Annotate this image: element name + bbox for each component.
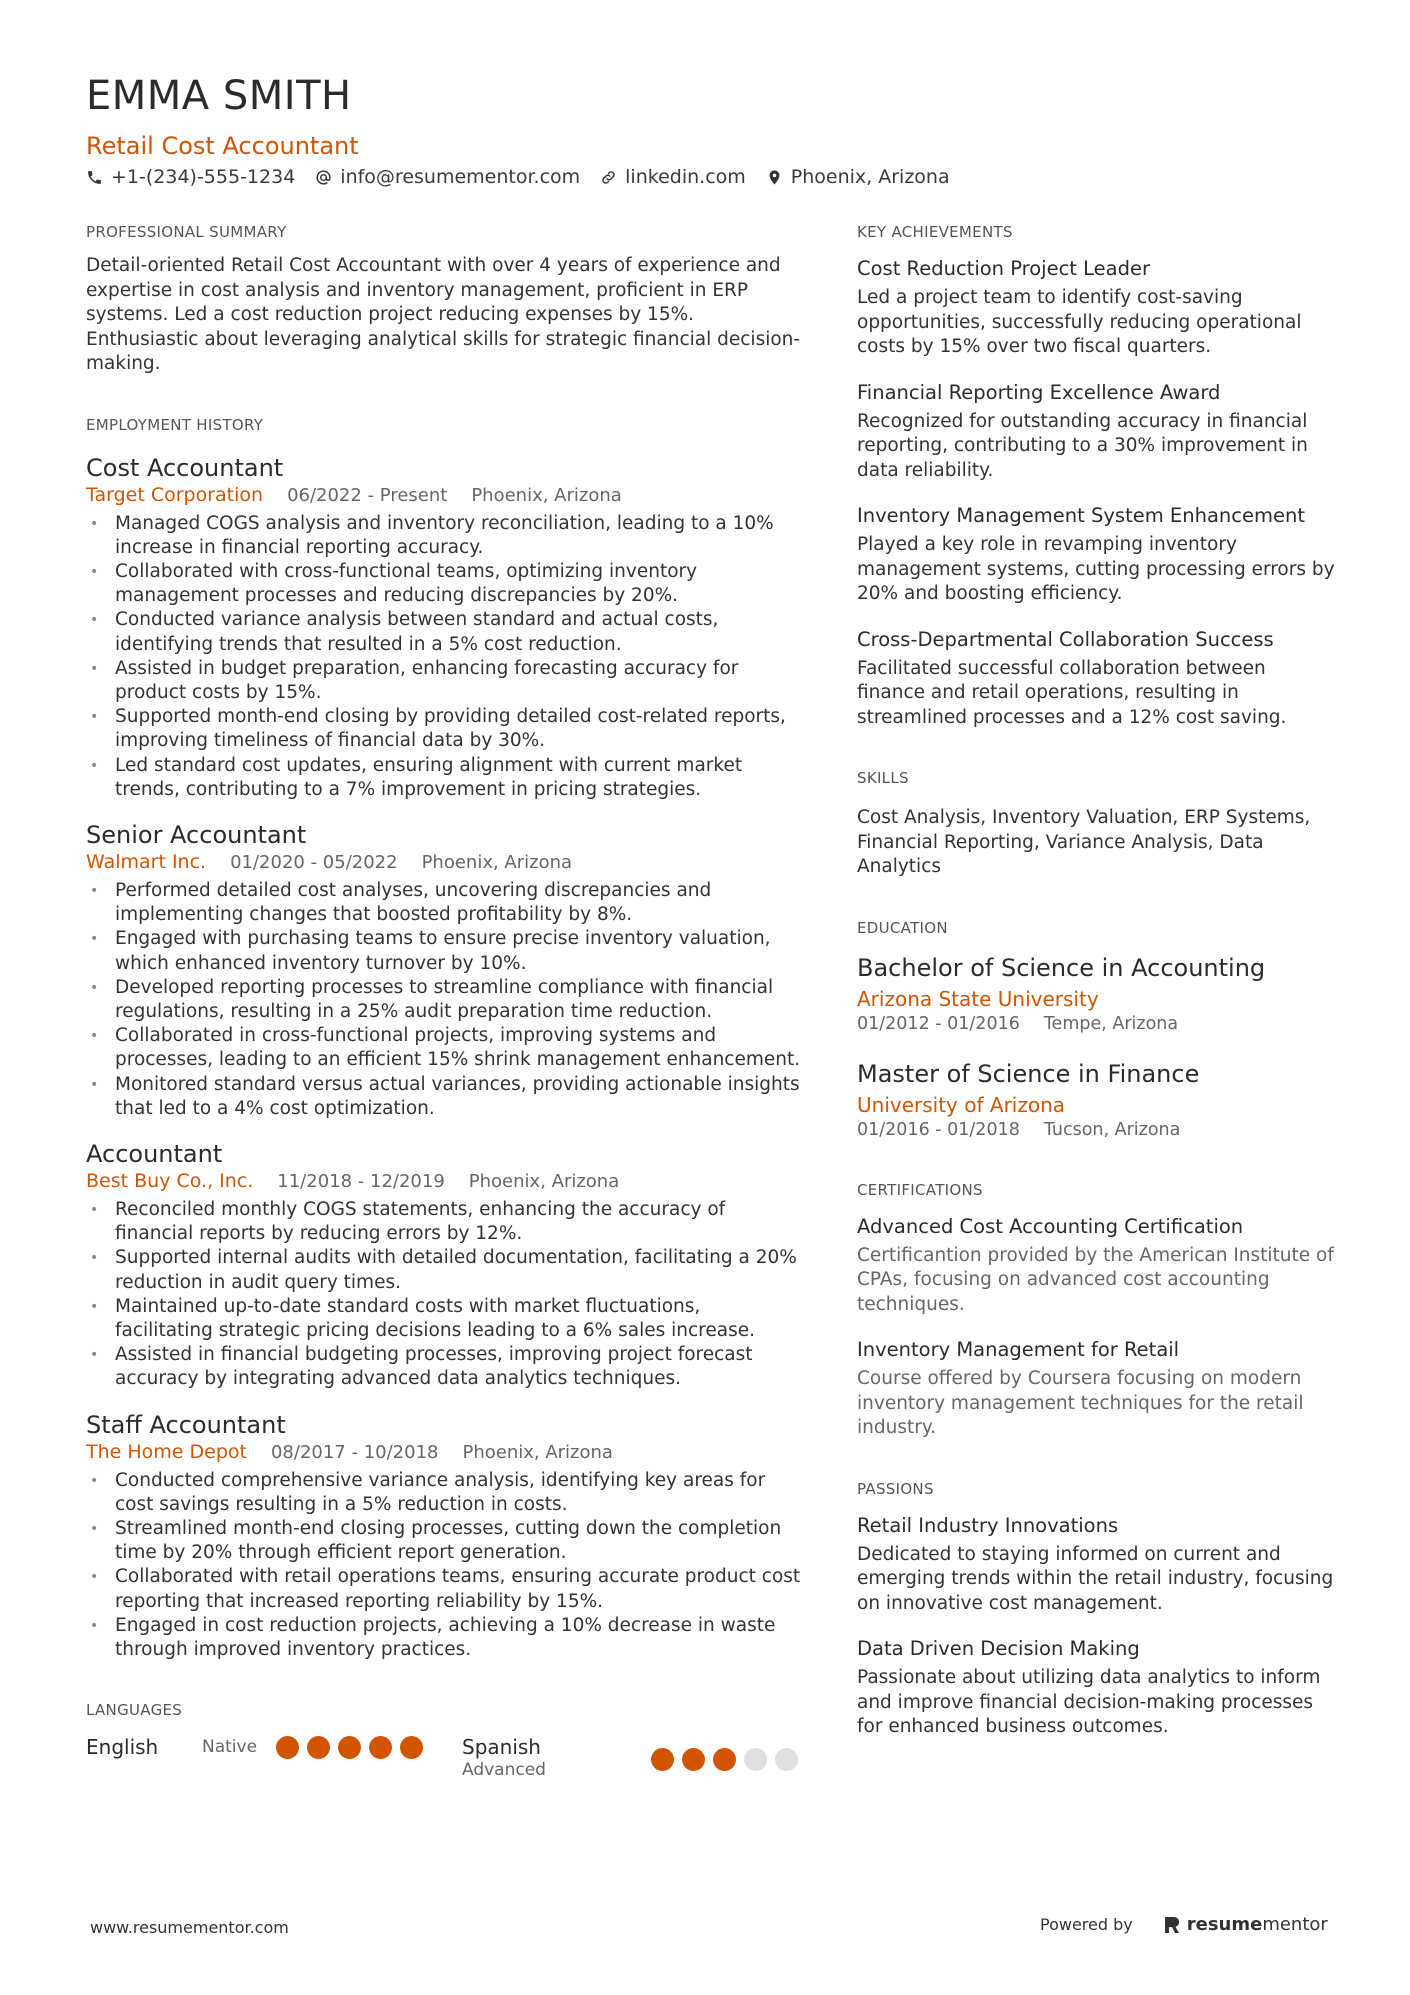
candidate-role: Retail Cost Accountant <box>86 132 359 160</box>
job-entry <box>86 1139 801 1392</box>
contact-bar <box>86 166 970 188</box>
section-title: SKILLS <box>857 769 909 787</box>
education-item <box>857 952 1337 1036</box>
employment-section <box>86 415 801 1663</box>
language-name: English <box>86 1735 159 1760</box>
education-degree: Bachelor of Science in Accounting <box>857 953 1266 982</box>
education-item <box>857 1058 1337 1142</box>
contact-location <box>766 166 950 188</box>
list-item: • Assisted in budget preparation, enhancing forecasting accuracy for product costs by 15%. <box>86 657 801 705</box>
achievement-item <box>857 627 1337 731</box>
contact-email[interactable] <box>315 166 580 188</box>
achievement-title: Cross-Departmental Collaboration Success <box>857 627 1274 651</box>
job-dates: 06/2022 - Present <box>287 484 448 506</box>
at-icon <box>315 169 332 186</box>
list-item: • Developed reporting processes to streamline compliance with financial regulations, resulting in a 25% audit preparation time reduction. <box>86 976 801 1024</box>
list-item: • Engaged with purchasing teams to ensure precise inventory valuation, which enhanced inventory turnover by 10%. <box>86 927 801 975</box>
passion-desc: Passionate about utilizing data analytics to inform and improve financial decision-making processes for enhanced business outcomes. <box>857 1667 1321 1737</box>
linkedin-text[interactable]: linkedin.com <box>625 166 746 188</box>
rating-dot-empty <box>744 1748 767 1771</box>
achievement-item <box>857 380 1337 484</box>
job-title: Senior Accountant <box>86 820 307 849</box>
language-spanish <box>462 1734 546 1780</box>
job-title: Staff Accountant <box>86 1410 286 1439</box>
powered-by-label: Powered by <box>1040 1915 1133 1934</box>
job-title: Accountant <box>86 1139 223 1168</box>
brand-bold: resume <box>1186 1914 1263 1935</box>
education-dates: 01/2016 - 01/2018 <box>857 1119 1020 1140</box>
achievement-item <box>857 503 1337 607</box>
contact-linkedin[interactable] <box>600 166 746 188</box>
rating-dot-filled <box>400 1736 423 1759</box>
job-company: Best Buy Co., Inc. <box>86 1169 254 1192</box>
list-item: • Collaborated with cross-functional teams, optimizing inventory management processes and reducing discrepancies by 20%. <box>86 560 801 608</box>
passion-title: Retail Industry Innovations <box>857 1513 1119 1537</box>
job-company: Target Corporation <box>86 483 264 506</box>
rating-dot-filled <box>713 1748 736 1771</box>
achievement-title: Inventory Management System Enhancement <box>857 504 1305 527</box>
job-meta <box>86 1440 801 1465</box>
job-dates: 08/2017 - 10/2018 <box>270 1441 439 1463</box>
rating-dot-filled <box>682 1748 705 1771</box>
language-english <box>86 1734 158 1760</box>
list-item: • Conducted comprehensive variance analysis, identifying key areas for cost savings resulting in a 5% reduction in costs. <box>86 1469 801 1517</box>
education-dates: 01/2012 - 01/2016 <box>857 1013 1020 1034</box>
list-item: • Collaborated in cross-functional projects, improving systems and processes, leading to an efficient 15% shrink management enhancement. <box>86 1024 801 1072</box>
certification-title: Inventory Management for Retail <box>857 1338 1180 1361</box>
education-degree: Master of Science in Finance <box>857 1059 1200 1088</box>
education-meta <box>857 1118 1337 1142</box>
passions-section <box>857 1479 1337 1740</box>
education-location: Tempe, Arizona <box>1043 1013 1179 1034</box>
job-bullets <box>86 1198 801 1392</box>
passion-item <box>857 1636 1337 1740</box>
section-title: KEY ACHIEVEMENTS <box>857 223 1013 241</box>
summary-text: Detail-oriented Retail Cost Accountant with over 4 years of experience and expertise in cost analysis and inventory management, proficient in ERP systems. Led a cost reduction project reducing expenses by 15%. Enthusiastic about leveraging analytical skills for strategic financial decision-making. <box>86 255 801 374</box>
footer-branding <box>1040 1914 1328 1935</box>
rating-dot-filled <box>369 1736 392 1759</box>
language-level: Native <box>202 1737 258 1758</box>
rating-dot-filled <box>338 1736 361 1759</box>
section-title: EMPLOYMENT HISTORY <box>86 415 264 434</box>
certification-desc: Course offered by Coursera focusing on modern inventory management techniques for the retail industry. <box>857 1368 1304 1438</box>
education-location: Tucson, Arizona <box>1043 1119 1181 1140</box>
language-rating <box>651 1748 806 1771</box>
achievement-desc: Led a project team to identify cost-saving opportunities, successfully reducing operational costs by 15% over two fiscal quarters. <box>857 287 1302 357</box>
location-text: Phoenix, Arizona <box>790 166 950 188</box>
list-item: • Reconciled monthly COGS statements, enhancing the accuracy of financial reports by reducing errors by 12%. <box>86 1198 801 1246</box>
job-entry <box>86 1410 801 1663</box>
passion-desc: Dedicated to staying informed on current and emerging trends within the retail industry, focusing on innovative cost management. <box>857 1543 1334 1614</box>
achievement-desc: Played a key role in revamping inventory management systems, cutting processing errors by 20% and boosting efficiency. <box>857 534 1335 604</box>
phone-text: +1-(234)-555-1234 <box>111 166 296 188</box>
rating-dot-empty <box>775 1748 798 1771</box>
language-name: Spanish <box>462 1735 541 1760</box>
certification-title: Advanced Cost Accounting Certification <box>857 1214 1244 1238</box>
certification-item <box>857 1214 1337 1318</box>
list-item: • Monitored standard versus actual variances, providing actionable insights that led to a 4% cost optimization. <box>86 1073 801 1121</box>
passion-title: Data Driven Decision Making <box>857 1637 1140 1660</box>
email-text[interactable]: info@resumementor.com <box>340 166 581 188</box>
job-entry <box>86 453 801 802</box>
achievement-desc: Recognized for outstanding accuracy in financial reporting, contributing to a 30% improvement in data reliability. <box>857 410 1308 481</box>
languages-list <box>86 1734 801 1790</box>
link-icon <box>600 169 617 186</box>
job-meta <box>86 1169 801 1194</box>
brand-rest: mentor <box>1262 1914 1328 1935</box>
section-title: PROFESSIONAL SUMMARY <box>86 223 287 241</box>
phone-icon <box>86 169 103 186</box>
job-entry <box>86 820 801 1121</box>
section-title: PASSIONS <box>857 1479 934 1498</box>
education-meta <box>857 1012 1337 1036</box>
section-title: LANGUAGES <box>86 1701 183 1720</box>
list-item: • Managed COGS analysis and inventory reconciliation, leading to a 10% increase in financial reporting accuracy. <box>86 512 801 560</box>
skills-section <box>857 768 1337 880</box>
language-english-level-wrap <box>202 1737 257 1757</box>
job-meta <box>86 850 801 875</box>
left-column <box>86 222 801 1790</box>
job-location: Phoenix, Arizona <box>421 851 573 873</box>
list-item: • Assisted in financial budgeting processes, improving project forecast accuracy by integrating advanced data analytics techniques. <box>86 1343 801 1391</box>
location-pin-icon <box>766 169 783 186</box>
list-item: • Supported month-end closing by providing detailed cost-related reports, improving timeliness of financial data by 30%. <box>86 705 801 753</box>
section-title: CERTIFICATIONS <box>857 1180 983 1199</box>
candidate-name: EMMA SMITH <box>86 73 352 119</box>
job-meta <box>86 483 801 508</box>
job-title: Cost Accountant <box>86 453 284 482</box>
certification-item <box>857 1337 1337 1441</box>
list-item: • Streamlined month-end closing processes, cutting down the completion time by 20% through efficient report generation. <box>86 1517 801 1565</box>
job-location: Phoenix, Arizona <box>471 484 622 506</box>
achievement-title: Financial Reporting Excellence Award <box>857 380 1221 404</box>
certifications-section <box>857 1180 1337 1441</box>
job-bullets <box>86 1469 801 1663</box>
education-school: University of Arizona <box>857 1092 1066 1117</box>
job-dates: 11/2018 - 12/2019 <box>277 1170 445 1192</box>
list-item: • Led standard cost updates, ensuring alignment with current market trends, contributing to a 7% improvement in pricing strategies. <box>86 754 801 802</box>
job-bullets <box>86 512 801 802</box>
job-location: Phoenix, Arizona <box>468 1170 620 1192</box>
language-level: Advanced <box>462 1760 546 1781</box>
contact-phone <box>86 166 295 188</box>
achievement-item <box>857 256 1337 360</box>
section-title: EDUCATION <box>857 918 948 937</box>
list-item: • Conducted variance analysis between standard and actual costs, identifying trends that resulted in a 5% cost reduction. <box>86 608 801 656</box>
job-company: The Home Depot <box>86 1440 247 1463</box>
rating-dot-filled <box>307 1736 330 1759</box>
footer-website[interactable]: www.resumementor.com <box>90 1918 289 1937</box>
achievement-title: Cost Reduction Project Leader <box>857 257 1151 280</box>
summary-section <box>86 222 801 377</box>
rating-dot-filled <box>276 1736 299 1759</box>
job-dates: 01/2020 - 05/2022 <box>230 851 398 873</box>
resumementor-logo-icon <box>1163 1915 1181 1935</box>
job-bullets <box>86 879 801 1121</box>
list-item: • Supported internal audits with detailed documentation, facilitating a 20% reduction in audit query times. <box>86 1246 801 1294</box>
job-company: Walmart Inc. <box>86 850 207 873</box>
job-location: Phoenix, Arizona <box>462 1441 613 1463</box>
passion-item <box>857 1513 1337 1617</box>
list-item: • Collaborated with retail operations teams, ensuring accurate product cost reporting that increased reporting reliability by 15%. <box>86 1565 801 1613</box>
brand-logo[interactable] <box>1163 1914 1328 1935</box>
certification-desc: Certificantion provided by the American Institute of CPAs, focusing on advanced cost accounting techniques. <box>857 1244 1334 1315</box>
achievement-desc: Facilitated successful collaboration between finance and retail operations, resulting in streamlined processes and a 12% cost saving. <box>857 657 1287 728</box>
skills-text: Cost Analysis, Inventory Valuation, ERP Systems, Financial Reporting, Variance Analysis, Data Analytics <box>857 807 1311 877</box>
list-item: • Maintained up-to-date standard costs with market fluctuations, facilitating strategic pricing decisions leading to a 6% sales increase. <box>86 1295 801 1343</box>
achievements-section <box>857 222 1337 730</box>
language-rating <box>276 1736 431 1759</box>
rating-dot-filled <box>651 1748 674 1771</box>
list-item: • Engaged in cost reduction projects, achieving a 10% decrease in waste through improved inventory practices. <box>86 1614 801 1662</box>
list-item: • Performed detailed cost analyses, uncovering discrepancies and implementing changes that boosted profitability by 8%. <box>86 879 801 927</box>
right-column <box>857 222 1337 1740</box>
education-school: Arizona State University <box>857 986 1099 1011</box>
languages-section <box>86 1700 801 1790</box>
education-section <box>857 918 1337 1142</box>
